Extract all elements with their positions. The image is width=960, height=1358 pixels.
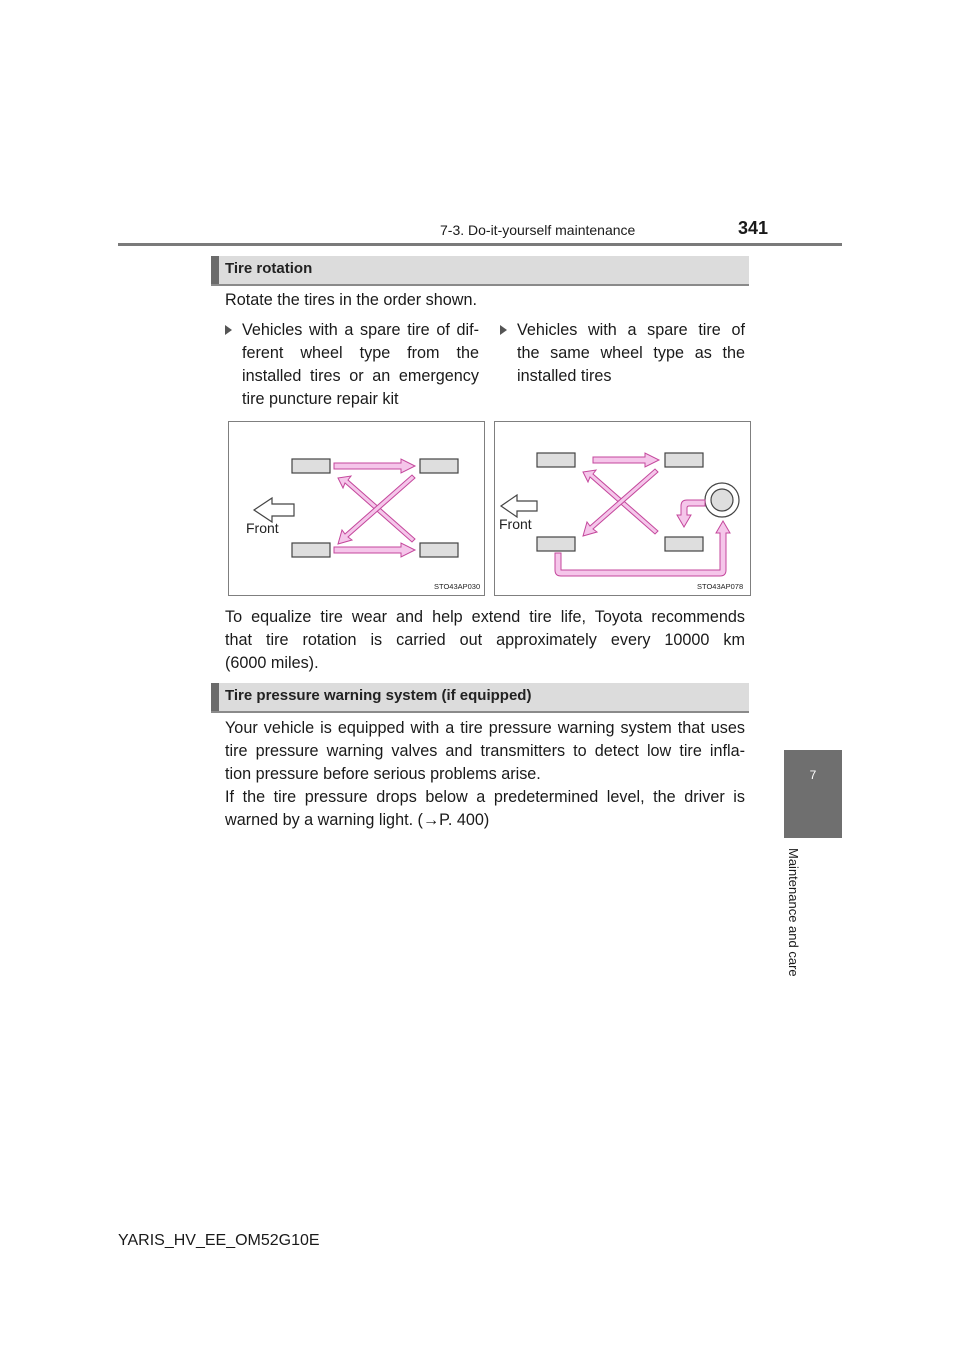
section-heading-tpws: [211, 683, 749, 713]
heading-bar: [211, 256, 219, 284]
option-left-line: Vehicles with a spare tire of dif-: [242, 321, 479, 339]
tpws-line: warned by a warning light. (→P. 400): [225, 811, 490, 829]
chapter-tab: [784, 750, 842, 838]
front-direction-arrow-icon: [254, 498, 294, 522]
rotation-note-line: To equalize tire wear and help extend tire life, Toyota recommends: [225, 608, 745, 626]
tire-front-left: [292, 459, 330, 473]
header-section-title: 7-3. Do-it-yourself maintenance: [440, 222, 636, 238]
tpws-paragraph-2: [225, 786, 745, 832]
chapter-number: 7: [809, 768, 817, 782]
rotation-arrow: [334, 543, 415, 557]
rotation-arrow: [593, 453, 659, 467]
option-right: [500, 319, 745, 388]
tire-front-right: [665, 453, 703, 467]
rotation-note: [225, 606, 745, 675]
document-id: YARIS_HV_EE_OM52G10E: [118, 1232, 320, 1249]
page-number: 341: [738, 218, 769, 238]
tpws-line: tion pressure before serious problems arise.: [225, 765, 541, 783]
tire-front-right: [420, 459, 458, 473]
tire-rear-right: [665, 537, 703, 551]
spare-rotation-arrow: [677, 500, 705, 527]
option-right-line: the same wheel type as the: [517, 344, 745, 362]
option-left-line: tire puncture repair kit: [242, 390, 399, 408]
bullet-triangle-icon: [500, 325, 507, 335]
spare-rotation-arrow: [555, 521, 730, 576]
front-label: Front: [499, 516, 532, 532]
rotation-note-line: that tire rotation is carried out approximately every 10000 km: [225, 631, 745, 649]
tire-rear-left: [537, 537, 575, 551]
rotation-diagram-right-svg: [495, 422, 750, 595]
bullet-triangle-icon: [225, 325, 232, 335]
front-direction-arrow-icon: [501, 495, 537, 517]
rotation-arrow: [334, 459, 415, 473]
tire-front-left: [537, 453, 575, 467]
tpws-line: Your vehicle is equipped with a tire pressure warning system that uses: [225, 719, 745, 737]
figure-code: STO43AP078: [697, 582, 744, 591]
option-right-line: Vehicles with a spare tire of: [517, 321, 745, 339]
header-rule: [118, 243, 842, 246]
rotation-diagram-right: [494, 421, 751, 596]
section-heading-tire-rotation: [211, 256, 749, 286]
tpws-line: tire pressure warning valves and transmitters to detect low tire infla-: [225, 742, 745, 760]
heading-text: Tire rotation: [225, 260, 313, 277]
figure-code: STO43AP030: [434, 582, 481, 591]
option-left-line: ferent wheel type from the: [242, 344, 479, 362]
heading-text: Tire pressure warning system (if equipped): [225, 687, 532, 704]
tpws-line: If the tire pressure drops below a predetermined level, the driver is: [225, 788, 745, 806]
rotation-note-line: (6000 miles).: [225, 654, 319, 672]
heading-bar: [211, 683, 219, 711]
rotation-intro: Rotate the tires in the order shown.: [225, 291, 477, 309]
rotation-diagram-left-svg: [229, 422, 484, 595]
spare-tire-hub: [711, 489, 733, 511]
option-left-line: installed tires or an emergency: [242, 367, 479, 385]
tire-rear-left: [292, 543, 330, 557]
front-label: Front: [246, 520, 279, 536]
tire-rear-right: [420, 543, 458, 557]
option-left: [225, 319, 479, 411]
rotation-diagram-left: [228, 421, 485, 596]
option-right-line: installed tires: [517, 367, 612, 385]
tpws-paragraph-1: [225, 717, 745, 786]
chapter-title: Maintenance and care: [786, 848, 801, 977]
